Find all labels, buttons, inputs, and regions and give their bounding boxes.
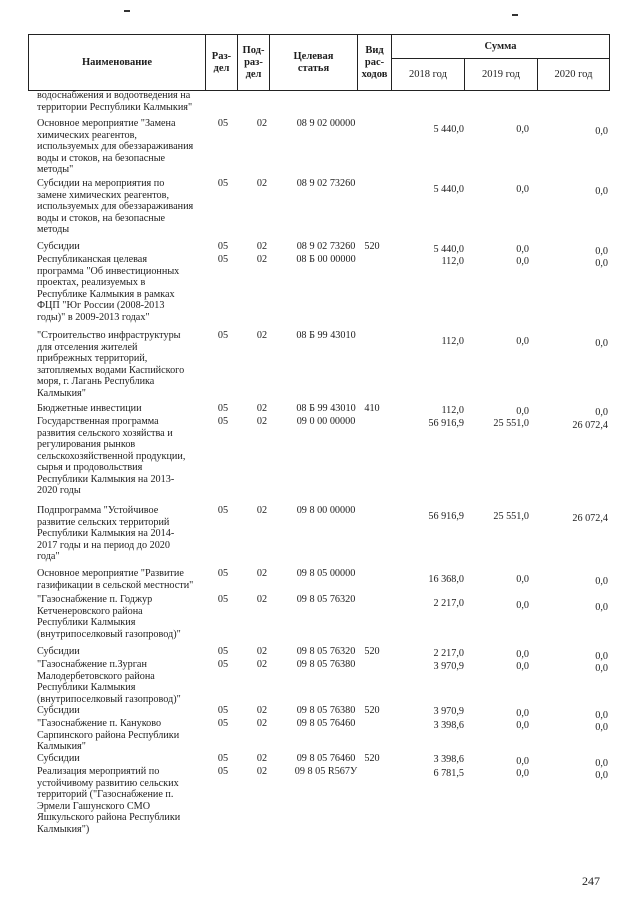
row-2020: 0,0 [595,651,608,662]
row-2020: 0,0 [595,338,608,349]
row-name: Реализация мероприятий по устойчивому развитию сельских территорий ("Газоснабжение п. Эрмели Гашунского СМО Яшкульского района Республики Калмыкия") [37,766,181,835]
row-name: "Строительство инфраструктуры для отселения жителей прибрежных территорий, затопляемых водами Каспийского моря, г. Лагань Республика Калмыкия" [37,330,185,399]
row-section: 05 [217,753,229,764]
row-subsection: 02 [256,718,268,729]
header-name: Наименование [82,56,152,68]
row-subsection: 02 [256,403,268,414]
row-2019: 25 551,0 [493,418,529,429]
row-2018: 3 970,9 [433,661,464,672]
row-name: водоснабжения и водоотведения на территории Республики Калмыкия" [37,90,193,113]
row-2018: 56 916,9 [428,418,464,429]
row-subsection: 02 [256,505,268,516]
row-2019: 0,0 [516,661,529,672]
row-target: 09 0 00 00000 [296,416,356,427]
row-2020: 0,0 [595,770,608,781]
row-2018: 16 368,0 [428,574,464,585]
row-name: Бюджетные инвестиции [37,403,142,414]
row-2018: 112,0 [441,336,464,347]
row-subsection: 02 [256,594,268,605]
row-section: 05 [217,241,229,252]
row-2020: 0,0 [595,126,608,137]
row-name: Подпрограмма "Устойчивое развитие сельских территорий Республики Калмыкия на 2014- 2017 годы и на период до 2020 года" [37,505,175,562]
row-expense: 520 [364,646,380,657]
row-subsection: 02 [256,178,268,189]
row-section: 05 [217,118,229,129]
header-2019: 2019 год [482,68,520,80]
row-2019: 0,0 [516,768,529,779]
row-expense: 410 [364,403,380,414]
row-subsection: 02 [256,254,268,265]
row-target: 09 8 00 00000 [296,505,356,516]
row-subsection: 02 [256,766,268,777]
row-name: Субсидии [37,241,80,252]
header-section: Раз- дел [211,50,232,74]
row-2018: 5 440,0 [433,124,464,135]
row-name: Основное мероприятие "Развитие газификации в сельской местности" [37,568,194,591]
row-expense: 520 [364,753,380,764]
row-name: Республиканская целевая программа "Об инвестиционных проектах, реализуемых в Республике Калмыкия в рамках ФЦП "Юг России (2008-2013 годы)" в 2009-2013 годах" [37,254,180,323]
row-subsection: 02 [256,753,268,764]
header-subsection: Под- раз- дел [242,44,265,80]
row-section: 05 [217,646,229,657]
row-2018: 5 440,0 [433,184,464,195]
row-2020: 0,0 [595,258,608,269]
row-subsection: 02 [256,330,268,341]
row-2019: 0,0 [516,124,529,135]
row-subsection: 02 [256,705,268,716]
row-2020: 0,0 [595,246,608,257]
row-target: 09 8 05 76460 [296,718,356,729]
row-target: 09 8 05 76320 [296,646,356,657]
row-2018: 3 398,6 [433,720,464,731]
row-section: 05 [217,330,229,341]
row-section: 05 [217,659,229,670]
row-name: Основное мероприятие "Замена химических реагентов, используемых для обеззараживания воды и стоков, на безопасные методы" [37,118,194,175]
row-target: 09 8 05 76460 [296,753,356,764]
row-section: 05 [217,403,229,414]
row-subsection: 02 [256,118,268,129]
row-section: 05 [217,505,229,516]
row-2018: 3 970,9 [433,706,464,717]
row-section: 05 [217,178,229,189]
row-2018: 3 398,6 [433,754,464,765]
row-2019: 0,0 [516,406,529,417]
row-section: 05 [217,416,229,427]
row-subsection: 02 [256,659,268,670]
row-target: 09 8 05 76320 [296,594,356,605]
row-2020: 0,0 [595,602,608,613]
row-2018: 6 781,5 [433,768,464,779]
row-2019: 0,0 [516,244,529,255]
row-2020: 0,0 [595,407,608,418]
row-name: Субсидии [37,705,80,716]
row-2018: 112,0 [441,256,464,267]
row-2020: 0,0 [595,576,608,587]
row-section: 05 [217,568,229,579]
row-2020: 0,0 [595,710,608,721]
row-name: "Газоснабжение п.Зурган Малодербетовского района Республики Калмыкия (внутрипоселковый газопровод)" [37,659,181,705]
header-2020: 2020 год [554,68,593,80]
table-header [28,34,610,90]
row-target: 08 Б 00 00000 [296,254,356,265]
header-target: Целевая статья [293,50,334,74]
row-2018: 112,0 [441,405,464,416]
header-sum: Сумма [484,40,517,52]
scan-mark-right [512,14,518,16]
page-number: 247 [582,874,600,888]
row-2020: 0,0 [595,722,608,733]
row-2019: 0,0 [516,574,529,585]
header-expense: Вид рас- ходов [361,44,388,80]
row-subsection: 02 [256,646,268,657]
row-target: 09 8 05 76380 [296,659,356,670]
row-2019: 0,0 [516,756,529,767]
row-target: 09 8 05 R567У [294,766,358,777]
row-target: 08 Б 99 43010 [296,330,356,341]
row-2020: 26 072,4 [572,513,608,524]
row-2020: 0,0 [595,663,608,674]
row-2020: 0,0 [595,186,608,197]
row-target: 08 9 02 00000 [296,118,356,129]
row-2018: 2 217,0 [433,648,464,659]
row-2018: 5 440,0 [433,244,464,255]
row-name: Субсидии [37,753,80,764]
row-2020: 0,0 [595,758,608,769]
row-target: 08 9 02 73260 [296,241,356,252]
row-2019: 0,0 [516,256,529,267]
row-2018: 2 217,0 [433,598,464,609]
row-section: 05 [217,766,229,777]
row-expense: 520 [364,705,380,716]
row-2019: 0,0 [516,720,529,731]
row-name: Субсидии на мероприятия по замене химических реагентов, используемых для обеззараживания воды и стоков, на безопасные методы [37,178,194,235]
row-subsection: 02 [256,416,268,427]
row-2019: 0,0 [516,600,529,611]
row-2018: 56 916,9 [428,511,464,522]
row-section: 05 [217,705,229,716]
row-name: "Газоснабжение п. Годжур Кетченеровского района Республики Калмыкия (внутрипоселковый газопровод)" [37,594,181,640]
row-expense: 520 [364,241,380,252]
row-2020: 26 072,4 [572,420,608,431]
row-2019: 25 551,0 [493,511,529,522]
row-2019: 0,0 [516,708,529,719]
row-2019: 0,0 [516,184,529,195]
row-section: 05 [217,594,229,605]
row-2019: 0,0 [516,336,529,347]
row-subsection: 02 [256,241,268,252]
header-2018: 2018 год [409,68,447,80]
row-name: Субсидии [37,646,80,657]
row-subsection: 02 [256,568,268,579]
row-target: 08 9 02 73260 [296,178,356,189]
scan-mark-left [124,10,130,12]
row-2019: 0,0 [516,649,529,660]
row-target: 09 8 05 00000 [296,568,356,579]
row-name: Государственная программа развития сельского хозяйства и регулирования рынков сельскохозяйственной продукции, сырья и продовольствия Республики Калмыкия на 2013- 2020 годы [37,416,186,496]
row-name: "Газоснабжение п. Кануково Сарпинского района Республики Калмыкия" [37,718,180,752]
row-target: 09 8 05 76380 [296,705,356,716]
row-target: 08 Б 99 43010 [296,403,356,414]
row-section: 05 [217,254,229,265]
row-section: 05 [217,718,229,729]
